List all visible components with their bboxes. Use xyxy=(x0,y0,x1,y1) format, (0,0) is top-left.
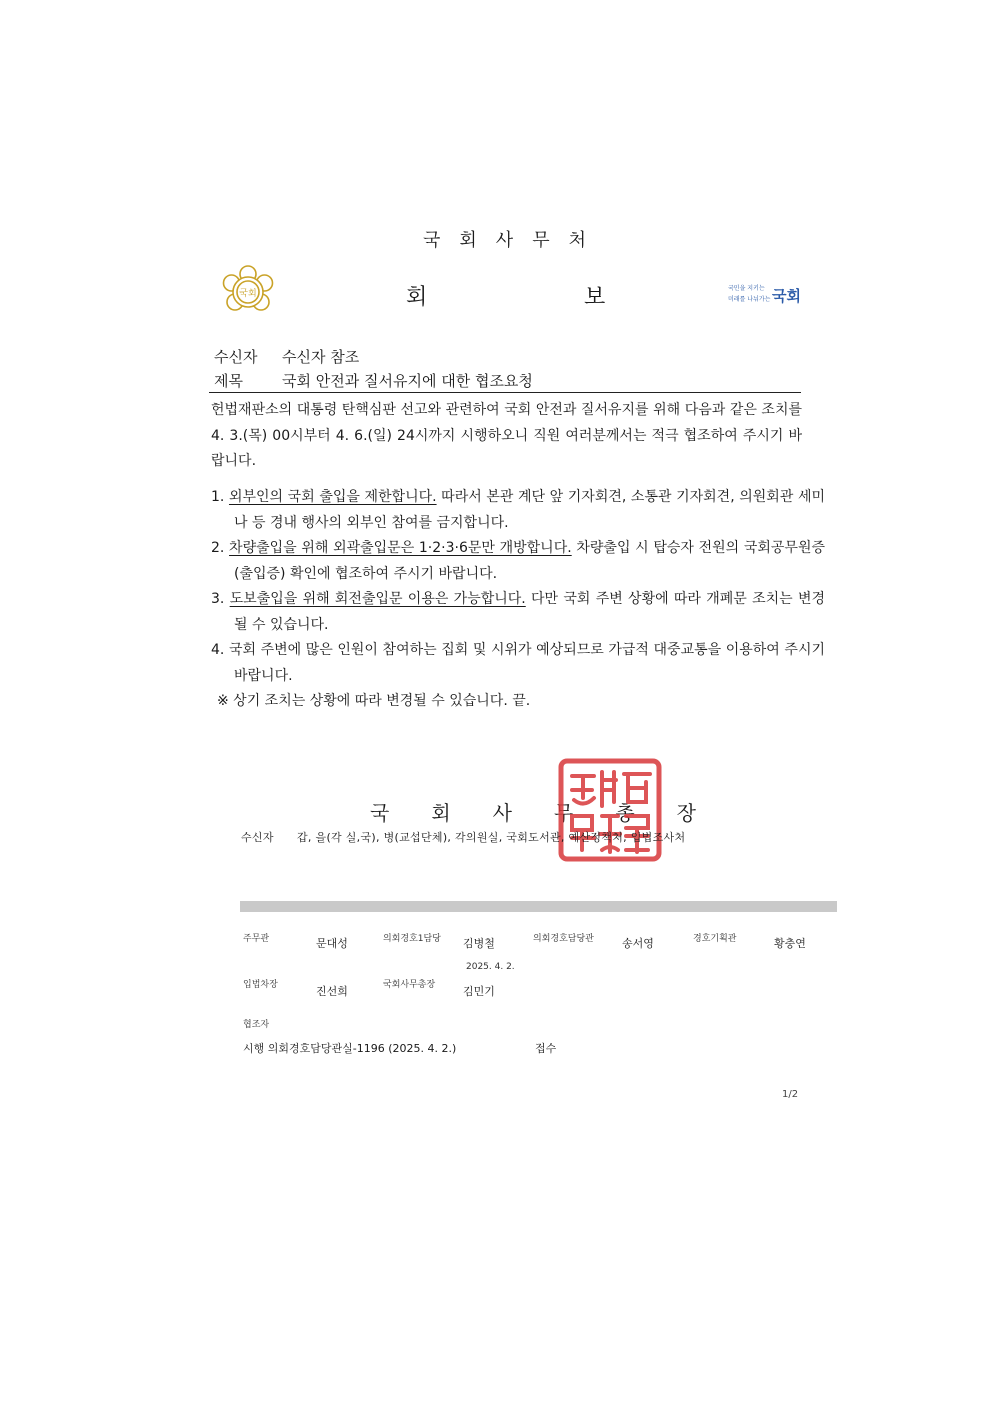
list-item: 1. 외부인의 국회 출입을 제한합니다. 따라서 본관 계단 앞 기자회견, 소통관 기자회견, 의원회관 세미나 등 경내 행사의 외부인 참여를 금지합니다. xyxy=(211,489,826,531)
subject-label: 제목 xyxy=(214,372,243,390)
intro-paragraph: 헌법재판소의 대통령 탄핵심판 선고와 관련하여 국회 안전과 질서유지를 위해 다음과 같은 조치를 4. 3.(목) 00시부터 4. 6.(일) 24시까지 시행하오니 직원 여러분께서는 적극 협조하여 주시기 바랍니다. xyxy=(211,402,802,469)
approver-role: 주무관 xyxy=(243,934,270,944)
svg-text:국회: 국회 xyxy=(239,289,257,299)
document-type-char-2: 보 xyxy=(584,285,606,310)
approval-divider xyxy=(240,901,837,912)
national-assembly-emblem xyxy=(220,264,276,320)
list-item: 4. 국회 주변에 많은 인원이 참여하는 집회 및 시위가 예상되므로 가급적 대중교통을 이용하여 주시기 바랍니다. xyxy=(211,642,825,684)
page-number: 1/2 xyxy=(782,1089,799,1100)
list-item: 3. 도보출입을 위해 회전출입문 이용은 가능합니다. 다만 국회 주변 상황에 따라 개폐문 조치는 변경될 수 있습니다. xyxy=(211,591,826,633)
approver-name: 진선희 xyxy=(316,985,348,998)
svg-text:국회: 국회 xyxy=(772,287,801,305)
approver-name: 김병철 xyxy=(463,937,495,950)
approver-role: 의회경호1담당 xyxy=(383,934,441,944)
receipt-label: 접수 xyxy=(535,1042,557,1055)
closing-note: ※ 상기 조치는 상황에 따라 변경될 수 있습니다. 끝. xyxy=(217,693,531,709)
approver-role: 경호기획관 xyxy=(693,934,737,944)
organization-name: 국 회 사 무 처 xyxy=(423,230,587,251)
recipients-label: 수신자 xyxy=(241,831,274,844)
recipient-label: 수신자 xyxy=(214,348,258,366)
approver-name: 김민기 xyxy=(463,985,495,998)
recipient-line xyxy=(214,346,359,367)
cooperator-label: 협조자 xyxy=(243,1020,270,1030)
approver-role: 국회사무총장 xyxy=(383,980,436,990)
document-type-char-1: 회 xyxy=(406,285,428,310)
svg-text:미래를 나눠가는: 미래를 나눠가는 xyxy=(728,296,771,303)
approver-role: 의회경호담당관 xyxy=(533,934,594,944)
recipient-value: 수신자 참조 xyxy=(282,348,360,366)
approver-name: 송서영 xyxy=(622,937,654,950)
recipients-value: 갑, 을(각 실,국), 병(교섭단체), 각의원실, 국회도서관, 예산정책처, 입법조사처 xyxy=(297,831,686,844)
approver-name: 황충연 xyxy=(774,937,806,950)
approval-date: 2025. 4. 2. xyxy=(466,962,515,972)
approver-name: 문대성 xyxy=(316,937,348,950)
header-divider xyxy=(209,392,801,393)
recipients-line xyxy=(241,829,685,845)
subject-line xyxy=(214,370,533,391)
svg-text:국민을 지키는: 국민을 지키는 xyxy=(728,285,765,292)
list-item: 2. 차량출입을 위해 외곽출입문은 1·2·3·6문만 개방합니다. 차량출입 시 탑승자 전원의 국회공무원증(출입증) 확인에 협조하여 주시기 바랍니다. xyxy=(211,540,825,582)
official-seal xyxy=(558,758,662,862)
subject-value: 국회 안전과 질서유지에 대한 협조요청 xyxy=(282,372,533,390)
assembly-slogan-logo xyxy=(726,280,802,308)
approver-role: 입법차장 xyxy=(243,980,278,990)
sender-title: 국 회 사 무 총 장 xyxy=(370,801,696,825)
enforcement-number: 시행 의회경호담당관실-1196 (2025. 4. 2.) xyxy=(243,1042,457,1055)
